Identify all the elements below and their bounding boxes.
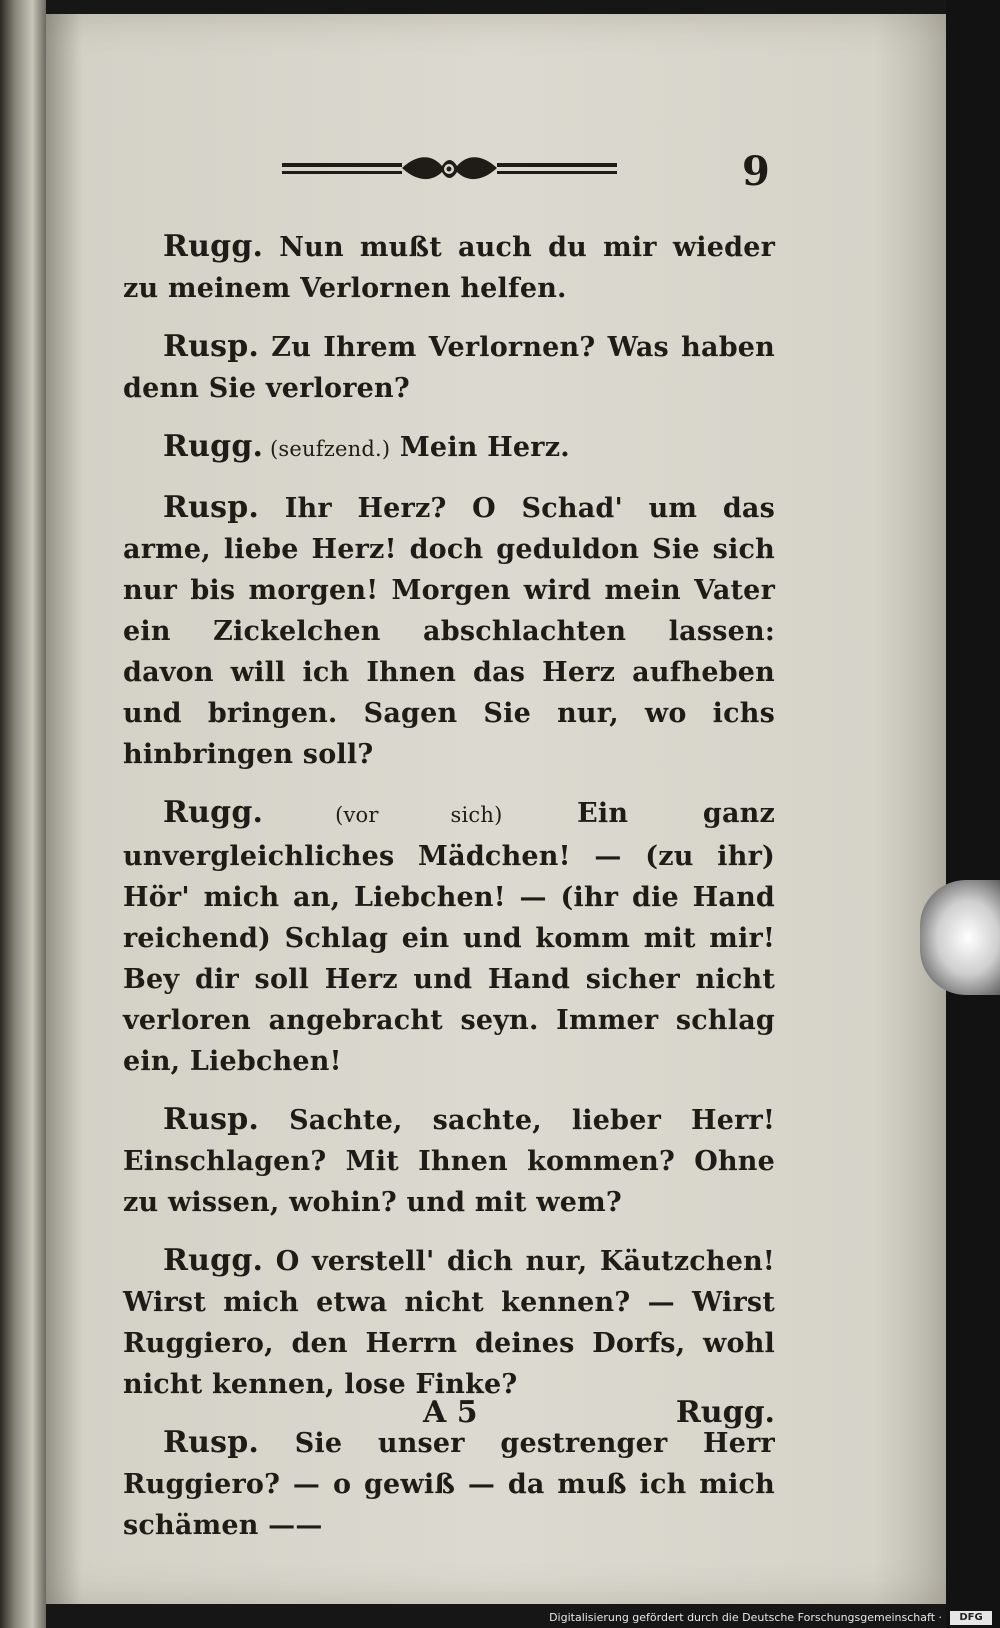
page-footer	[123, 1395, 775, 1445]
facing-page-edge	[0, 0, 46, 1628]
dialogue-text: O verstell' dich nur, Käutzchen! Wirst mich etwa nicht kennen? — Wirst Ruggiero, den Herrn deines Dorfs, wohl nicht kennen, lose Finke?	[123, 1246, 775, 1400]
speaker-label: Rugg.	[163, 1243, 264, 1278]
dialogue-paragraph	[123, 1099, 775, 1223]
dialogue-text: Zu Ihrem Verlornen? Was haben denn Sie verloren?	[123, 332, 775, 404]
dialogue-text: Mein Herz.	[390, 432, 570, 463]
dialogue-paragraph	[123, 1240, 775, 1405]
speaker-label: Rugg.	[163, 429, 264, 464]
scan-background-edge	[946, 0, 1000, 1628]
page-body	[123, 226, 775, 1563]
dialogue-text: Ihr Herz? O Schad' um das arme, liebe Herz! doch geduldon Sie sich nur bis morgen! Morgen wird mein Vater ein Zickelchen abschlachten lassen: davon will ich Ihnen das Herz aufheben und bringen. Sagen Sie nur, wo ichs hinbringen soll?	[123, 493, 775, 770]
speaker-label: Rugg.	[163, 795, 264, 830]
dialogue-text: Sachte, sachte, lieber Herr! Einschlagen? Mit Ihnen kommen? Ohne zu wissen, wohin? und mit wem?	[123, 1105, 775, 1218]
page-number: 9	[742, 148, 770, 195]
speaker-label: Rugg.	[163, 229, 264, 264]
speaker-label: Rusp.	[163, 1102, 260, 1137]
dialogue-paragraph	[123, 326, 775, 409]
stage-direction: (vor sich)	[263, 803, 503, 827]
dialogue-paragraph	[123, 426, 775, 470]
speaker-label: Rusp.	[163, 329, 260, 364]
page-clip-tab	[920, 880, 1000, 995]
dialogue-text: Sie unser gestrenger Herr Ruggiero? — o gewiß — da muß ich mich schämen ——	[123, 1428, 775, 1541]
dfg-logo: DFG	[950, 1611, 992, 1625]
dialogue-paragraph	[123, 487, 775, 775]
signature-mark: A 5	[423, 1395, 478, 1430]
dialogue-text: Ein ganz unvergleichliches Mädchen! — (zu ihr) Hör' mich an, Liebchen! — (ihr die Hand reichend) Schlag ein und komm mit mir! Bey dir soll Herz und Hand sicher nicht verloren angebracht seyn. Immer schlag ein, Liebchen!	[123, 798, 775, 1077]
dialogue-text: Nun mußt auch du mir wieder zu meinem Verlornen helfen.	[123, 232, 775, 304]
dialogue-paragraph	[123, 226, 775, 309]
dialogue-paragraph	[123, 792, 775, 1082]
speaker-label: Rusp.	[163, 1425, 260, 1460]
digitization-credit: Digitalisierung gefördert durch die Deutsche Forschungsgemeinschaft ·	[549, 1611, 942, 1624]
header-ornament	[282, 150, 617, 190]
catchword: Rugg.	[675, 1395, 775, 1430]
speaker-label: Rusp.	[163, 490, 260, 525]
stage-direction: (seufzend.)	[263, 437, 391, 461]
